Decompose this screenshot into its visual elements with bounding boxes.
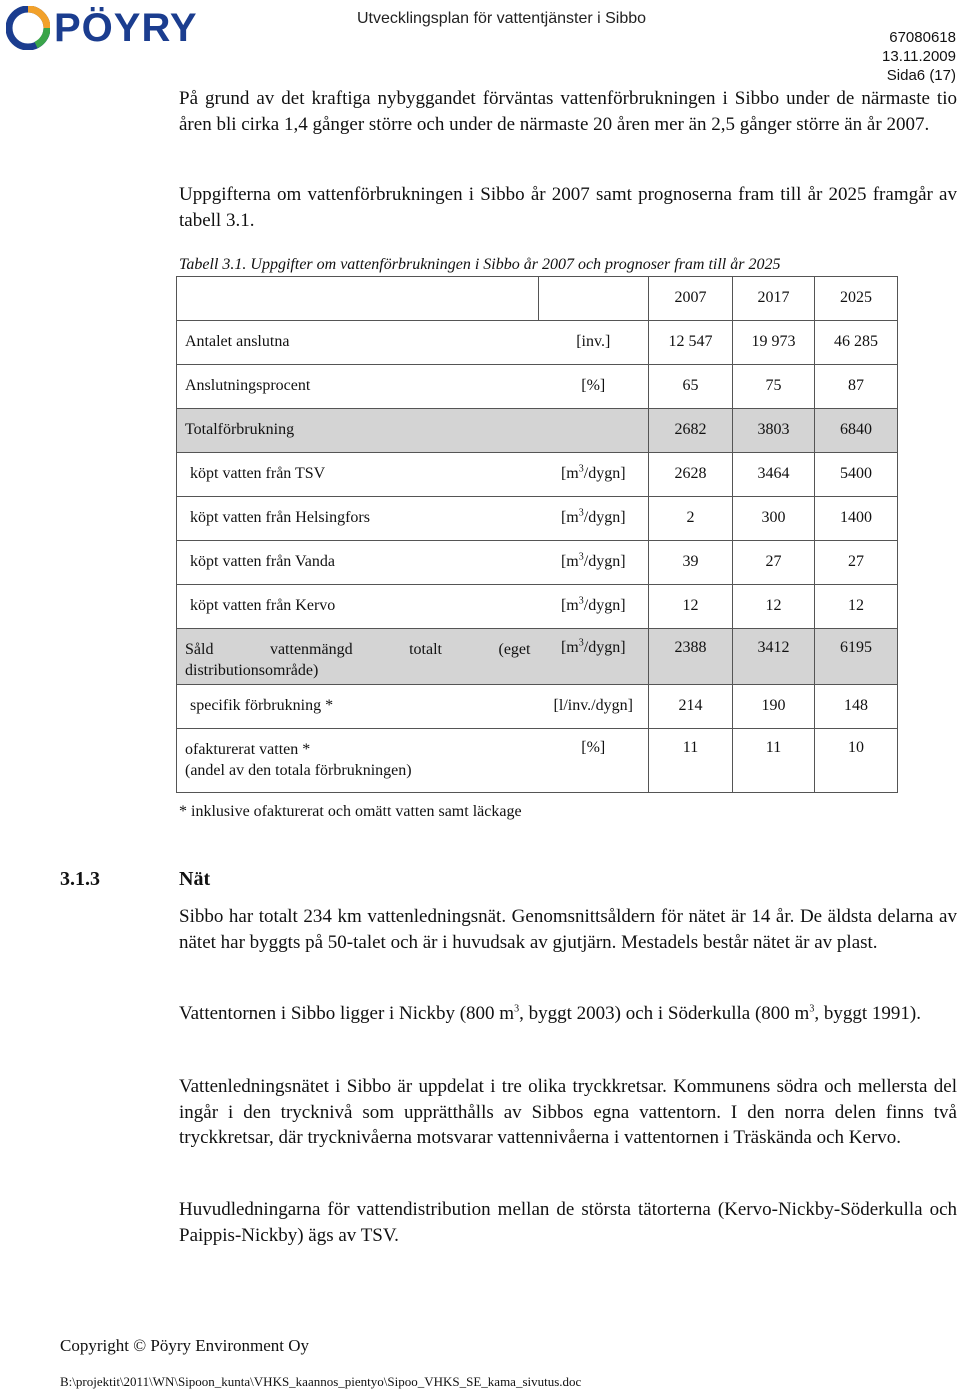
table-row	[177, 685, 898, 729]
row-unit: $[m^3/dygn]$	[539, 453, 649, 497]
row-label: Såld vattenmängd totalt (eget distributionsområde)	[177, 629, 539, 685]
cell-value: 12	[649, 585, 733, 629]
logo-wordmark: PÖYRY	[54, 6, 198, 50]
section-paragraph-1: Sibbo har totalt 234 km vattenledningsnät. Genomsnittsåldern för nätet är 14 år. De äldsta delarna av nätet har byggts på 50-talet och är i huvudsak av gjutjärn. Mestadels består nätet är av plast.	[179, 906, 957, 953]
cell-value: 300	[733, 497, 815, 541]
table-row	[177, 729, 898, 793]
cell-value: 3464	[733, 453, 815, 497]
cell-value: 12 547	[649, 321, 733, 365]
cell-value: 2388	[649, 629, 733, 685]
cell-value: 87	[815, 365, 898, 409]
cell-value: 11	[733, 729, 815, 793]
cell-value: 12	[733, 585, 815, 629]
document-header-title: Utvecklingsplan för vattentjänster i Sibbo	[357, 10, 647, 27]
row-label: köpt vatten från TSV	[177, 453, 539, 497]
cell-value: 5400	[815, 453, 898, 497]
cell-value: 2682	[649, 409, 733, 453]
cell-value: 10	[815, 729, 898, 793]
year-header: 2007	[649, 277, 733, 321]
water-consumption-table	[176, 276, 898, 793]
row-unit: $[m^3/dygn]$	[539, 629, 649, 685]
row-label: köpt vatten från Kervo	[177, 585, 539, 629]
table-row	[177, 409, 898, 453]
row-unit: [%]	[539, 729, 649, 793]
row-label: ofakturerat vatten * (andel av den totala förbrukningen)	[177, 729, 539, 793]
section-title: Nät	[179, 868, 211, 890]
table-header-row	[177, 277, 898, 321]
intro-paragraph-2: Uppgifterna om vattenförbrukningen i Sibbo år 2007 samt prognoserna fram till år 2025 framgår av tabell 3.1.	[179, 184, 957, 231]
cell-value: 2628	[649, 453, 733, 497]
header-cell-empty	[177, 277, 539, 321]
intro-paragraph-1: På grund av det kraftiga nybyggandet förväntas vattenförbrukningen i Sibbo under de närmaste tio åren bli cirka 1,4 gånger större och under de närmaste 20 åren mer än 2,5 gånger större än år 2007.	[179, 88, 957, 135]
page-number: Sida6 (17)	[886, 67, 956, 84]
cell-value: 6195	[815, 629, 898, 685]
cell-value: 3803	[733, 409, 815, 453]
cell-value: 214	[649, 685, 733, 729]
year-header: 2025	[815, 277, 898, 321]
poyry-logo-icon	[6, 6, 50, 50]
table-row	[177, 453, 898, 497]
doc-number: 67080618	[889, 29, 956, 46]
year-header: 2017	[733, 277, 815, 321]
cell-value: 27	[815, 541, 898, 585]
cell-value: 6840	[815, 409, 898, 453]
section-number: 3.1.3	[60, 868, 100, 890]
header-cell-unit-empty	[539, 277, 649, 321]
section-paragraph-2: Vattentornen i Sibbo ligger i Nickby (800 $m^3$, byggt 2003) och i Söderkulla (800 $m^3$, byggt 1991).	[179, 1003, 921, 1024]
table-row	[177, 629, 898, 685]
row-label: Anslutningsprocent	[177, 365, 539, 409]
poyry-logo	[6, 6, 198, 50]
cell-value: 3412	[733, 629, 815, 685]
row-unit: [%]	[539, 365, 649, 409]
cell-value: 46 285	[815, 321, 898, 365]
row-label: köpt vatten från Helsingfors	[177, 497, 539, 541]
table-footnote: * inklusive ofakturerat och omätt vatten samt läckage	[179, 803, 522, 820]
table-row	[177, 585, 898, 629]
footer-file-path: B:\projektit\2011\WN\Sipoon_kunta\VHKS_kaannos_pientyo\Sipoo_VHKS_SE_kama_sivutus.doc	[60, 1374, 582, 1389]
section-paragraph-4: Huvudledningarna för vattendistribution mellan de största tätorterna (Kervo-Nickby-Söderkulla och Paippis-Nickby) ägs av TSV.	[179, 1199, 957, 1246]
row-label: specifik förbrukning *	[177, 685, 539, 729]
row-unit: $[m^3/dygn]$	[539, 541, 649, 585]
cell-value: 190	[733, 685, 815, 729]
cell-value: 1400	[815, 497, 898, 541]
cell-value: 75	[733, 365, 815, 409]
row-label: köpt vatten från Vanda	[177, 541, 539, 585]
cell-value: 11	[649, 729, 733, 793]
cell-value: 65	[649, 365, 733, 409]
table-row	[177, 321, 898, 365]
table-row	[177, 497, 898, 541]
row-unit: $[m^3/dygn]$	[539, 497, 649, 541]
row-unit: [l/inv./dygn]	[539, 685, 649, 729]
doc-date: 13.11.2009	[882, 48, 956, 65]
row-unit: [inv.]	[539, 321, 649, 365]
table-row	[177, 365, 898, 409]
row-unit	[539, 409, 649, 453]
row-unit: $[m^3/dygn]$	[539, 585, 649, 629]
cell-value: 27	[733, 541, 815, 585]
document-meta	[882, 28, 956, 85]
cell-value: 39	[649, 541, 733, 585]
footer-copyright: Copyright © Pöyry Environment Oy	[60, 1336, 310, 1355]
table-caption: Tabell 3.1. Uppgifter om vattenförbrukningen i Sibbo år 2007 och prognoser fram till år 2025	[179, 256, 781, 273]
row-label: Antalet anslutna	[177, 321, 539, 365]
cell-value: 2	[649, 497, 733, 541]
cell-value: 19 973	[733, 321, 815, 365]
section-paragraph-3: Vattenledningsnätet i Sibbo är uppdelat i tre olika tryckkretsar. Kommunens södra och mellersta del ingår i den trycknivå som upprätthålls av Sibbos egna vattentorn. I den norra delen finns två tryckkretsar, där trycknivåerna motsvarar vattennivåerna i vattentornen i Träskända och Kervo.	[179, 1076, 957, 1148]
cell-value: 12	[815, 585, 898, 629]
row-label: Totalförbrukning	[177, 409, 539, 453]
cell-value: 148	[815, 685, 898, 729]
table-row	[177, 541, 898, 585]
